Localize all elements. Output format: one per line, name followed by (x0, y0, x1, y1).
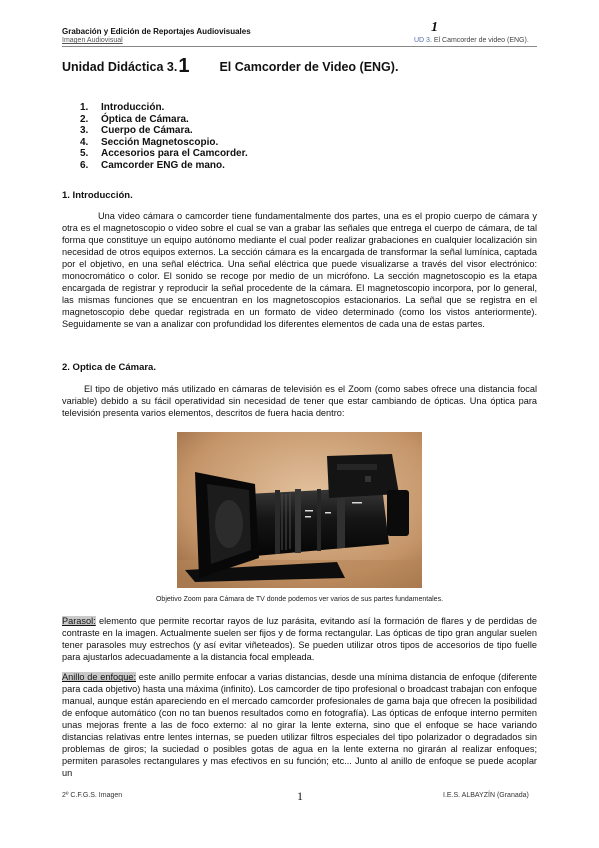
toc-item (80, 148, 248, 160)
table-of-contents (80, 102, 248, 171)
footer-course: 2º C.F.G.S. Imagen (62, 792, 123, 799)
header-divider (62, 46, 537, 47)
introduction-paragraph (62, 210, 537, 330)
section-heading-optica: 2. Optica de Cámara. (62, 362, 156, 373)
toc-item-number: 6. (80, 159, 89, 171)
toc-item-number: 4. (80, 136, 89, 148)
parasol-term: Parasol: (62, 616, 96, 626)
toc-item-label: Accesorios para el Camcorder. (101, 148, 248, 159)
zoom-lens-photo (177, 432, 422, 588)
page-title (62, 55, 398, 78)
header-unit-text: . El Camcorder de video (ENG). (429, 37, 529, 44)
header-course-title: Grabación y Edición de Reportajes Audiovisuales (62, 27, 251, 36)
title-text: El Camcorder de Video (ENG). (219, 60, 399, 74)
parasol-paragraph (62, 615, 537, 663)
optica-paragraph (62, 383, 537, 419)
footer-page-number: 1 (297, 789, 303, 803)
toc-item-number: 1. (80, 102, 89, 113)
toc-item (80, 102, 248, 114)
toc-item-number: 2. (80, 113, 89, 125)
footer-school: I.E.S. ALBAYZÍN (Granada) (443, 792, 529, 799)
toc-item-number: 5. (80, 148, 89, 159)
anillo-paragraph (62, 671, 537, 779)
toc-item-label: Camcorder ENG de mano. (101, 159, 225, 171)
toc-item-number: 3. (80, 125, 89, 136)
title-big-number: 1 (178, 55, 190, 77)
anillo-text: este anillo permite enfocar a varias distancias, desde una mínima distancia de enfoque (diferente para cada objetivo) hasta una máxima (infinito). Los camcorder de tipo profesional o broadcast trabajan con enfoque manual, aunque están apareciendo en el mercado camcorder profesionales de gama baja que ofrecen la posibilidad de enfoque automático (con no tan buenos resultados como en fotografía). Las ópticas de enfoque interno permiten unas mejoras frente a las de foco externo: al no girar la lente externa, sino que el enfoque se hace variando distancias relativas entre lentes internas, se pueden utilizar filtros especiales del tipo polarizador o degradados sin problemas de giros; la suciedad o posibles gotas de agua en la lente externa no girarán al realizar enfoques; permiten parasoles rectangulares y mas efectivos en su función; etc... Junto al anillo de enfoque se puede acoplar un (62, 672, 537, 778)
toc-item (80, 160, 248, 172)
optica-text: El tipo de objetivo más utilizado en cámaras de televisión es el Zoom (como sabes ofrece una distancia focal variable) debido a su fácil operatividad sin necesidad de tener que estar cambiando de ópticas. Una óptica para televisión presenta varios elementos, descritos de fuera hacia dentro: (62, 384, 537, 418)
toc-item-label: Cuerpo de Cámara. (101, 125, 193, 136)
header-subject-link[interactable]: Imagen Audiovisual (62, 37, 123, 44)
toc-item-label: Óptica de Cámara. (101, 113, 189, 125)
zoom-lens-illustration (177, 432, 422, 588)
section-heading-introduction: 1. Introducción. (62, 190, 133, 201)
introduction-text: Una video cámara o camcorder tiene fundamentalmente dos partes, una es el propio cuerpo de cámara y otra es el magnetoscopio o video sobre el cual se van a grabar las señales que entrega el cuerpo de cámara, de tal forma que constituye un equipo autónomo mediante el cual poder realizar grabaciones en cualquier localización sin necesidad de otros equipos externos. La sección cámara es la encargada de transformar la señal lumínica, captada por el objetivo, en una señal eléctrica. Una señal eléctrica que puede visualizarse a través del visor electrónico: monocromático o color. El sonido se recoge por medio de un micrófono. La sección magnetoscopio es la etapa encargada de registrar y reproducir la señal procedente de la cámara. El magnetoscopio incorpora, por lo general, las mismas funciones que se encuentran en los magnetoscopios estacionarios. La señal que se registra en el magnetoscopio debe quedar registrada en un formato de video determinado (como los vistos anteriormente). Seguidamente se van a analizar con profundidad los diferentes elementos de cada una de estas partes. (62, 211, 537, 329)
header-unit-label (414, 37, 529, 44)
title-prefix: Unidad Didáctica 3. (62, 60, 178, 74)
parasol-text: elemento que permite recortar rayos de luz parásita, evitando así la formación de flares y de perdidas de contraste en la imagen. Actualmente suelen ser fijos y de forma rectangular. Las ópticas de tipo gran angular suelen tener parasoles muy estrechos (y así evitar viñeteados). Se pueden utilizar otros tipos de accesorios de tipo fuelle para ajustarlos adecuadamente a la distancia focal empleada. (62, 616, 537, 662)
toc-item (80, 137, 248, 149)
toc-item-label: Introducción. (101, 102, 165, 113)
toc-item-label: Sección Magnetoscopio. (101, 136, 219, 148)
header-page-number: 1 (431, 20, 438, 35)
toc-item (80, 114, 248, 126)
header-unit-link[interactable]: UD 3 (414, 37, 430, 44)
toc-item (80, 125, 248, 137)
photo-caption: Objetivo Zoom para Cámara de TV donde podemos ver varios de sus partes fundamentales. (155, 596, 444, 603)
anillo-term: Anillo de enfoque: (62, 672, 137, 682)
